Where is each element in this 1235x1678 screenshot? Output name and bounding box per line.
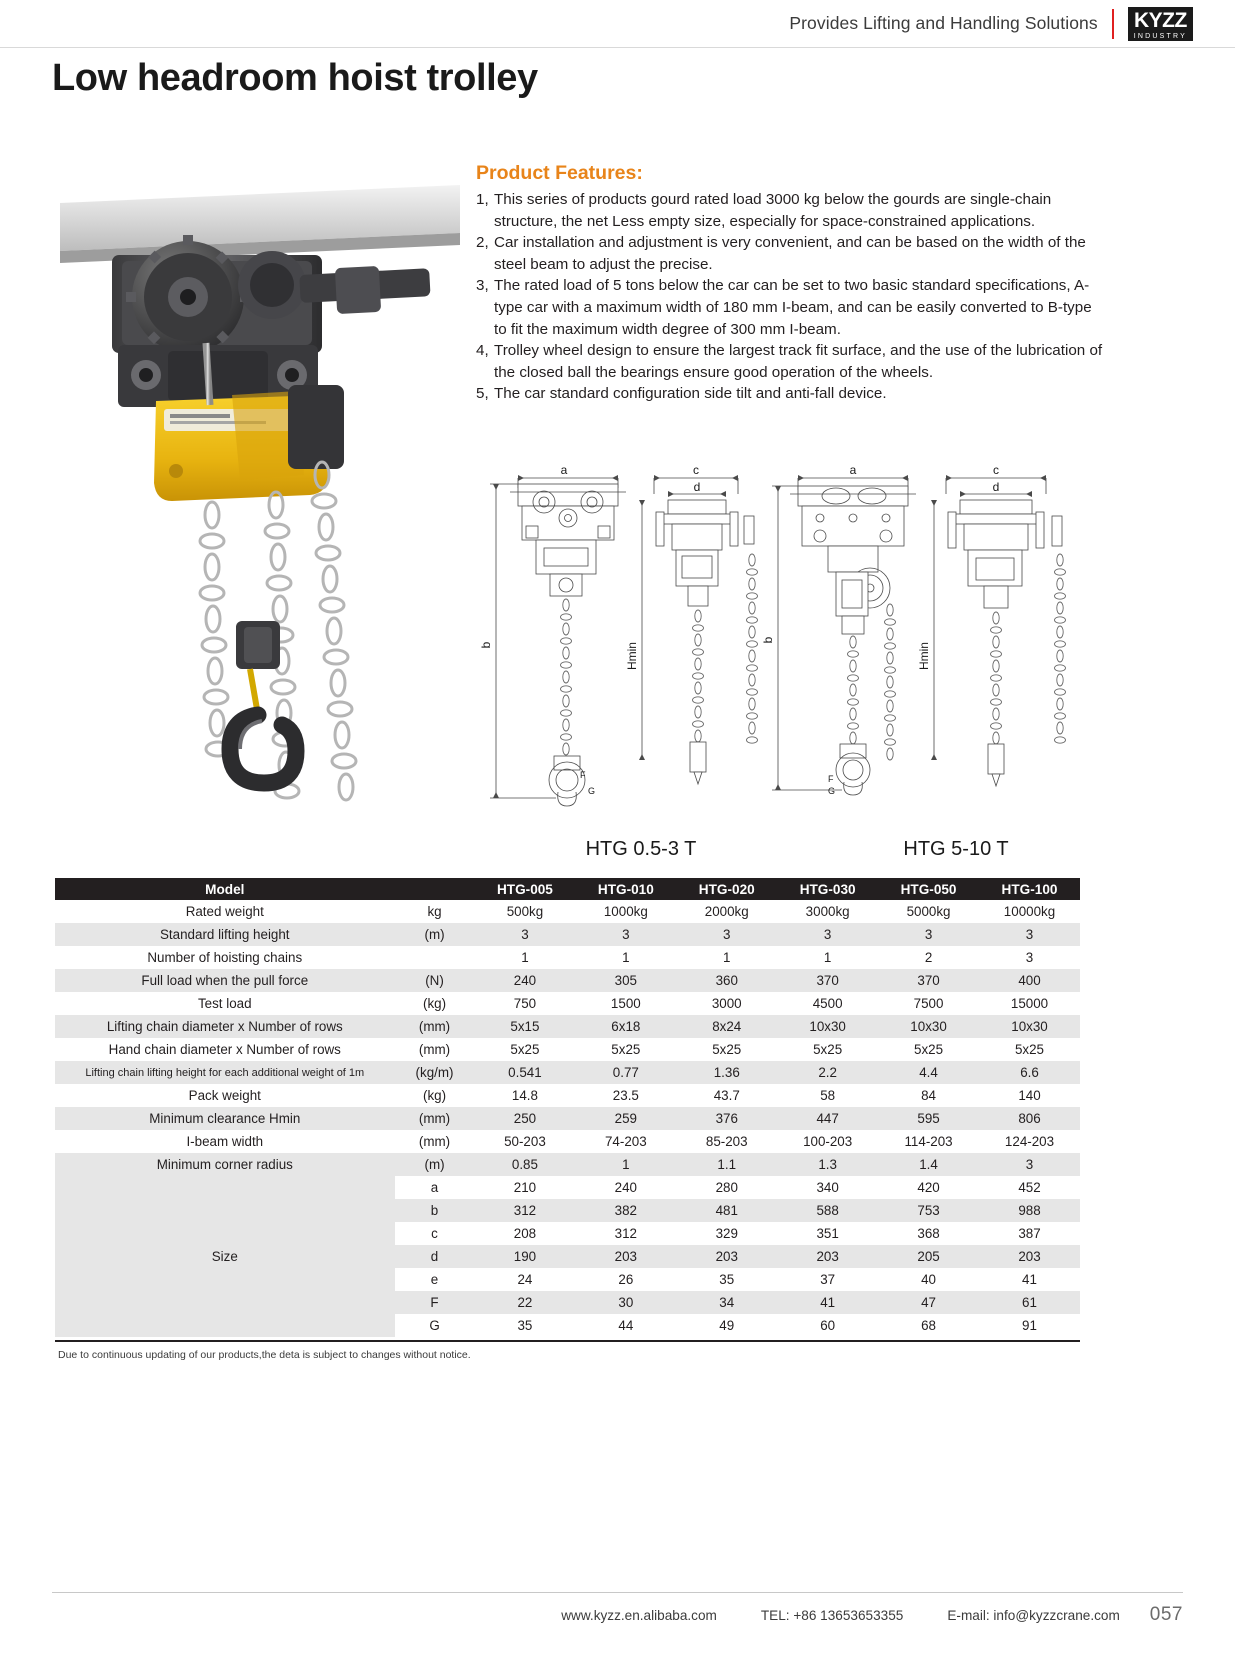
- cell: 753: [878, 1199, 979, 1222]
- svg-text:b: b: [761, 636, 775, 644]
- diagram-captions: [476, 838, 1106, 861]
- cell: 5x25: [474, 1038, 575, 1061]
- page-title: Low headroom hoist trolley: [52, 57, 538, 99]
- cell: 40: [878, 1268, 979, 1291]
- cell: 100-203: [777, 1130, 878, 1153]
- cell: 305: [575, 969, 676, 992]
- header-model-htg050: HTG-050: [878, 878, 979, 900]
- cell: 43.7: [676, 1084, 777, 1107]
- cell: 10x30: [777, 1015, 878, 1038]
- header-tagline: Provides Lifting and Handling Solutions: [789, 13, 1098, 33]
- feature-number: 5,: [476, 385, 489, 403]
- cell: 4500: [777, 992, 878, 1015]
- header-model-htg005: HTG-005: [474, 878, 575, 900]
- feature-item: [476, 232, 1106, 275]
- svg-text:d: d: [992, 480, 1000, 494]
- cell: 447: [777, 1107, 878, 1130]
- feature-text: The car standard configuration side tilt and anti-fall device.: [494, 385, 887, 403]
- cell: 0.77: [575, 1061, 676, 1084]
- feature-text: This series of products gourd rated load 3000 kg below the gourds are single-chain structure, the net Less empty size, especially for space-constrained applications.: [494, 191, 1052, 230]
- cell: 312: [575, 1222, 676, 1245]
- cell: 5x25: [979, 1038, 1080, 1061]
- cell: 340: [777, 1176, 878, 1199]
- cell: 205: [878, 1245, 979, 1268]
- cell: 1.36: [676, 1061, 777, 1084]
- cell: 351: [777, 1222, 878, 1245]
- cell: 44: [575, 1314, 676, 1337]
- size-group-label: Size: [55, 1176, 395, 1337]
- cell: 750: [474, 992, 575, 1015]
- row-unit: G: [395, 1314, 475, 1337]
- footer-website[interactable]: www.kyzz.en.alibaba.com: [561, 1607, 717, 1623]
- cell: 3: [575, 923, 676, 946]
- row-label: Minimum corner radius: [55, 1153, 395, 1176]
- feature-text: Car installation and adjustment is very convenient, and can be based on the width of the steel beam to adjust the precise.: [494, 234, 1086, 273]
- cell: 6.6: [979, 1061, 1080, 1084]
- cell: 203: [676, 1245, 777, 1268]
- row-unit: F: [395, 1291, 475, 1314]
- cell: 8x24: [676, 1015, 777, 1038]
- svg-text:Hmin: Hmin: [917, 641, 931, 671]
- row-unit: [395, 946, 475, 969]
- row-unit: (kg): [395, 992, 475, 1015]
- cell: 85-203: [676, 1130, 777, 1153]
- cell: 588: [777, 1199, 878, 1222]
- feature-text: Trolley wheel design to ensure the largest track fit surface, and the use of the lubrication of the closed ball the bearings ensure good operation of the wheels.: [494, 342, 1103, 381]
- footer-rule: [52, 1592, 1183, 1593]
- cell: 250: [474, 1107, 575, 1130]
- cell: 208: [474, 1222, 575, 1245]
- cell: 1: [777, 946, 878, 969]
- page-number: 057: [1149, 1604, 1183, 1625]
- cell: 1: [575, 1153, 676, 1176]
- row-unit: b: [395, 1199, 475, 1222]
- row-unit: (kg): [395, 1084, 475, 1107]
- cell: 190: [474, 1245, 575, 1268]
- cell: 3: [676, 923, 777, 946]
- cell: 14.8: [474, 1084, 575, 1107]
- load-chain: [206, 343, 210, 405]
- technical-drawings: [476, 460, 1106, 860]
- row-label: Test load: [55, 992, 395, 1015]
- row-unit: (mm): [395, 1130, 475, 1153]
- svg-text:b: b: [479, 641, 493, 649]
- drawing-side-large: [917, 463, 1066, 786]
- row-unit: e: [395, 1268, 475, 1291]
- cell: 203: [777, 1245, 878, 1268]
- table-row: [55, 1130, 1080, 1153]
- feature-text: The rated load of 5 tons below the car can be set to two basic standard specifications, A-type car with a maximum width of 180 mm I-beam, and can be easily converted to B-type to fit the maximum width degree of 300 mm I-beam.: [494, 277, 1092, 338]
- feature-item: [476, 189, 1106, 232]
- feature-number: 2,: [476, 234, 489, 252]
- cell: 58: [777, 1084, 878, 1107]
- row-label: Hand chain diameter x Number of rows: [55, 1038, 395, 1061]
- cell: 41: [777, 1291, 878, 1314]
- cell: 3: [474, 923, 575, 946]
- cell: 91: [979, 1314, 1080, 1337]
- cell: 5x25: [575, 1038, 676, 1061]
- cell: 988: [979, 1199, 1080, 1222]
- cell: 376: [676, 1107, 777, 1130]
- features-heading: Product Features:: [476, 162, 643, 184]
- table-row: [55, 1153, 1080, 1176]
- cell: 3: [979, 946, 1080, 969]
- row-unit: d: [395, 1245, 475, 1268]
- cell: 34: [676, 1291, 777, 1314]
- row-unit: a: [395, 1176, 475, 1199]
- header-unit: [395, 878, 475, 900]
- cell: 500kg: [474, 900, 575, 923]
- table-row: [55, 923, 1080, 946]
- cell: 23.5: [575, 1084, 676, 1107]
- row-unit: (m): [395, 1153, 475, 1176]
- cell: 1.4: [878, 1153, 979, 1176]
- row-label: Pack weight: [55, 1084, 395, 1107]
- cell: 370: [777, 969, 878, 992]
- cell: 2: [878, 946, 979, 969]
- row-unit: (mm): [395, 1107, 475, 1130]
- header-model: Model: [55, 878, 395, 900]
- cell: 1: [575, 946, 676, 969]
- cell: 360: [676, 969, 777, 992]
- svg-text:G: G: [828, 786, 836, 796]
- header-model-htg020: HTG-020: [676, 878, 777, 900]
- cell: 10x30: [979, 1015, 1080, 1038]
- table-row: [55, 1038, 1080, 1061]
- diagram-caption-right: HTG 5-10 T: [903, 838, 1009, 860]
- cell: 35: [474, 1314, 575, 1337]
- feature-number: 4,: [476, 342, 489, 360]
- footer-telephone: TEL: +86 13653653355: [760, 1607, 904, 1623]
- page-header: [0, 0, 1235, 47]
- cell: 37: [777, 1268, 878, 1291]
- cell: 30: [575, 1291, 676, 1314]
- cell: 203: [979, 1245, 1080, 1268]
- table-row: [55, 992, 1080, 1015]
- cell: 240: [474, 969, 575, 992]
- diagram-caption-left: HTG 0.5-3 T: [585, 838, 697, 860]
- cell: 368: [878, 1222, 979, 1245]
- cell: 3000: [676, 992, 777, 1015]
- feature-number: 3,: [476, 277, 489, 295]
- cell: 420: [878, 1176, 979, 1199]
- cell: 74-203: [575, 1130, 676, 1153]
- cell: 47: [878, 1291, 979, 1314]
- dimension-drawings: [476, 460, 1106, 860]
- disclaimer-note: Due to continuous updating of our products,the deta is subject to changes without notice.: [58, 1349, 471, 1361]
- cell: 3: [878, 923, 979, 946]
- header-model-htg100: HTG-100: [979, 878, 1080, 900]
- svg-text:Hmin: Hmin: [625, 641, 639, 671]
- cell: 26: [575, 1268, 676, 1291]
- feature-item: [476, 383, 1106, 405]
- svg-text:F: F: [828, 774, 834, 784]
- cell: 806: [979, 1107, 1080, 1130]
- row-label: Minimum clearance Hmin: [55, 1107, 395, 1130]
- row-unit: (N): [395, 969, 475, 992]
- feature-item: [476, 340, 1106, 383]
- feature-item: [476, 275, 1106, 340]
- cell: 370: [878, 969, 979, 992]
- cell: 1: [676, 946, 777, 969]
- svg-text:a: a: [560, 463, 568, 477]
- table-row: [55, 1015, 1080, 1038]
- cell: 24: [474, 1268, 575, 1291]
- cell: 7500: [878, 992, 979, 1015]
- cell: 1500: [575, 992, 676, 1015]
- cell: 3: [979, 1153, 1080, 1176]
- header-rule: [0, 47, 1235, 48]
- row-label: Lifting chain lifting height for each additional weight of 1m: [55, 1061, 395, 1084]
- table-row: [55, 900, 1080, 923]
- cell: 5x15: [474, 1015, 575, 1038]
- cell: 329: [676, 1222, 777, 1245]
- cell: 0.85: [474, 1153, 575, 1176]
- row-label: Standard lifting height: [55, 923, 395, 946]
- hoist-trolley-photo: [60, 175, 460, 835]
- cell: 595: [878, 1107, 979, 1130]
- cell: 5000kg: [878, 900, 979, 923]
- cell: 114-203: [878, 1130, 979, 1153]
- kyzz-logo: [1128, 7, 1193, 41]
- cell: 41: [979, 1268, 1080, 1291]
- cell: 210: [474, 1176, 575, 1199]
- logo-wordmark: KYZZ: [1133, 8, 1187, 32]
- logo-tagline: INDUSTRY: [1133, 32, 1187, 40]
- cell: 387: [979, 1222, 1080, 1245]
- cell: 382: [575, 1199, 676, 1222]
- table-body: [55, 900, 1080, 1337]
- row-unit: (m): [395, 923, 475, 946]
- cell: 4.4: [878, 1061, 979, 1084]
- cell: 1: [474, 946, 575, 969]
- cell: 400: [979, 969, 1080, 992]
- svg-text:G: G: [588, 786, 596, 796]
- row-unit: (mm): [395, 1038, 475, 1061]
- cell: 22: [474, 1291, 575, 1314]
- drawing-front-large: [761, 463, 916, 796]
- row-unit: kg: [395, 900, 475, 923]
- cell: 35: [676, 1268, 777, 1291]
- cell: 2000kg: [676, 900, 777, 923]
- table-row: [55, 969, 1080, 992]
- cell: 49: [676, 1314, 777, 1337]
- cell: 1.3: [777, 1153, 878, 1176]
- cell: 312: [474, 1199, 575, 1222]
- cell: 5x25: [676, 1038, 777, 1061]
- table-bottom-rule: [55, 1340, 1080, 1342]
- header-divider: [1112, 9, 1114, 39]
- svg-text:d: d: [693, 480, 701, 494]
- svg-text:c: c: [693, 463, 699, 477]
- row-unit: (mm): [395, 1015, 475, 1038]
- cell: 0.541: [474, 1061, 575, 1084]
- page-footer: [52, 1604, 1183, 1626]
- cell: 140: [979, 1084, 1080, 1107]
- cell: 481: [676, 1199, 777, 1222]
- row-label: I-beam width: [55, 1130, 395, 1153]
- table-row-size: [55, 1176, 1080, 1199]
- svg-text:c: c: [993, 463, 999, 477]
- cell: 5x25: [878, 1038, 979, 1061]
- table-row: [55, 1061, 1080, 1084]
- cell: 6x18: [575, 1015, 676, 1038]
- cell: 1.1: [676, 1153, 777, 1176]
- feature-number: 1,: [476, 191, 489, 208]
- cell: 2.2: [777, 1061, 878, 1084]
- product-features: [476, 162, 1106, 405]
- cell: 124-203: [979, 1130, 1080, 1153]
- cell: 3: [979, 923, 1080, 946]
- cell: 68: [878, 1314, 979, 1337]
- row-label: Number of hoisting chains: [55, 946, 395, 969]
- row-label: Rated weight: [55, 900, 395, 923]
- header-model-htg030: HTG-030: [777, 878, 878, 900]
- cell: 10000kg: [979, 900, 1080, 923]
- cell: 259: [575, 1107, 676, 1130]
- table-header-row: [55, 878, 1080, 900]
- row-label: Full load when the pull force: [55, 969, 395, 992]
- cell: 3: [777, 923, 878, 946]
- svg-text:a: a: [849, 463, 857, 477]
- header-model-htg010: HTG-010: [575, 878, 676, 900]
- cell: 240: [575, 1176, 676, 1199]
- row-unit: c: [395, 1222, 475, 1245]
- table-row: [55, 1107, 1080, 1130]
- table-row: [55, 1084, 1080, 1107]
- cell: 50-203: [474, 1130, 575, 1153]
- drawing-side-small: [625, 463, 758, 784]
- cell: 452: [979, 1176, 1080, 1199]
- cell: 84: [878, 1084, 979, 1107]
- row-label: Lifting chain diameter x Number of rows: [55, 1015, 395, 1038]
- footer-email[interactable]: E-mail: info@kyzzcrane.com: [947, 1607, 1120, 1623]
- specification-table: [55, 878, 1080, 1337]
- cell: 1000kg: [575, 900, 676, 923]
- cell: 60: [777, 1314, 878, 1337]
- cell: 280: [676, 1176, 777, 1199]
- product-photo: [60, 175, 460, 835]
- svg-text:F: F: [580, 770, 586, 780]
- cell: 61: [979, 1291, 1080, 1314]
- cell: 3000kg: [777, 900, 878, 923]
- row-unit: (kg/m): [395, 1061, 475, 1084]
- cell: 15000: [979, 992, 1080, 1015]
- drawing-front-small: [479, 463, 626, 806]
- table-row: [55, 946, 1080, 969]
- cell: 10x30: [878, 1015, 979, 1038]
- cell: 203: [575, 1245, 676, 1268]
- cell: 5x25: [777, 1038, 878, 1061]
